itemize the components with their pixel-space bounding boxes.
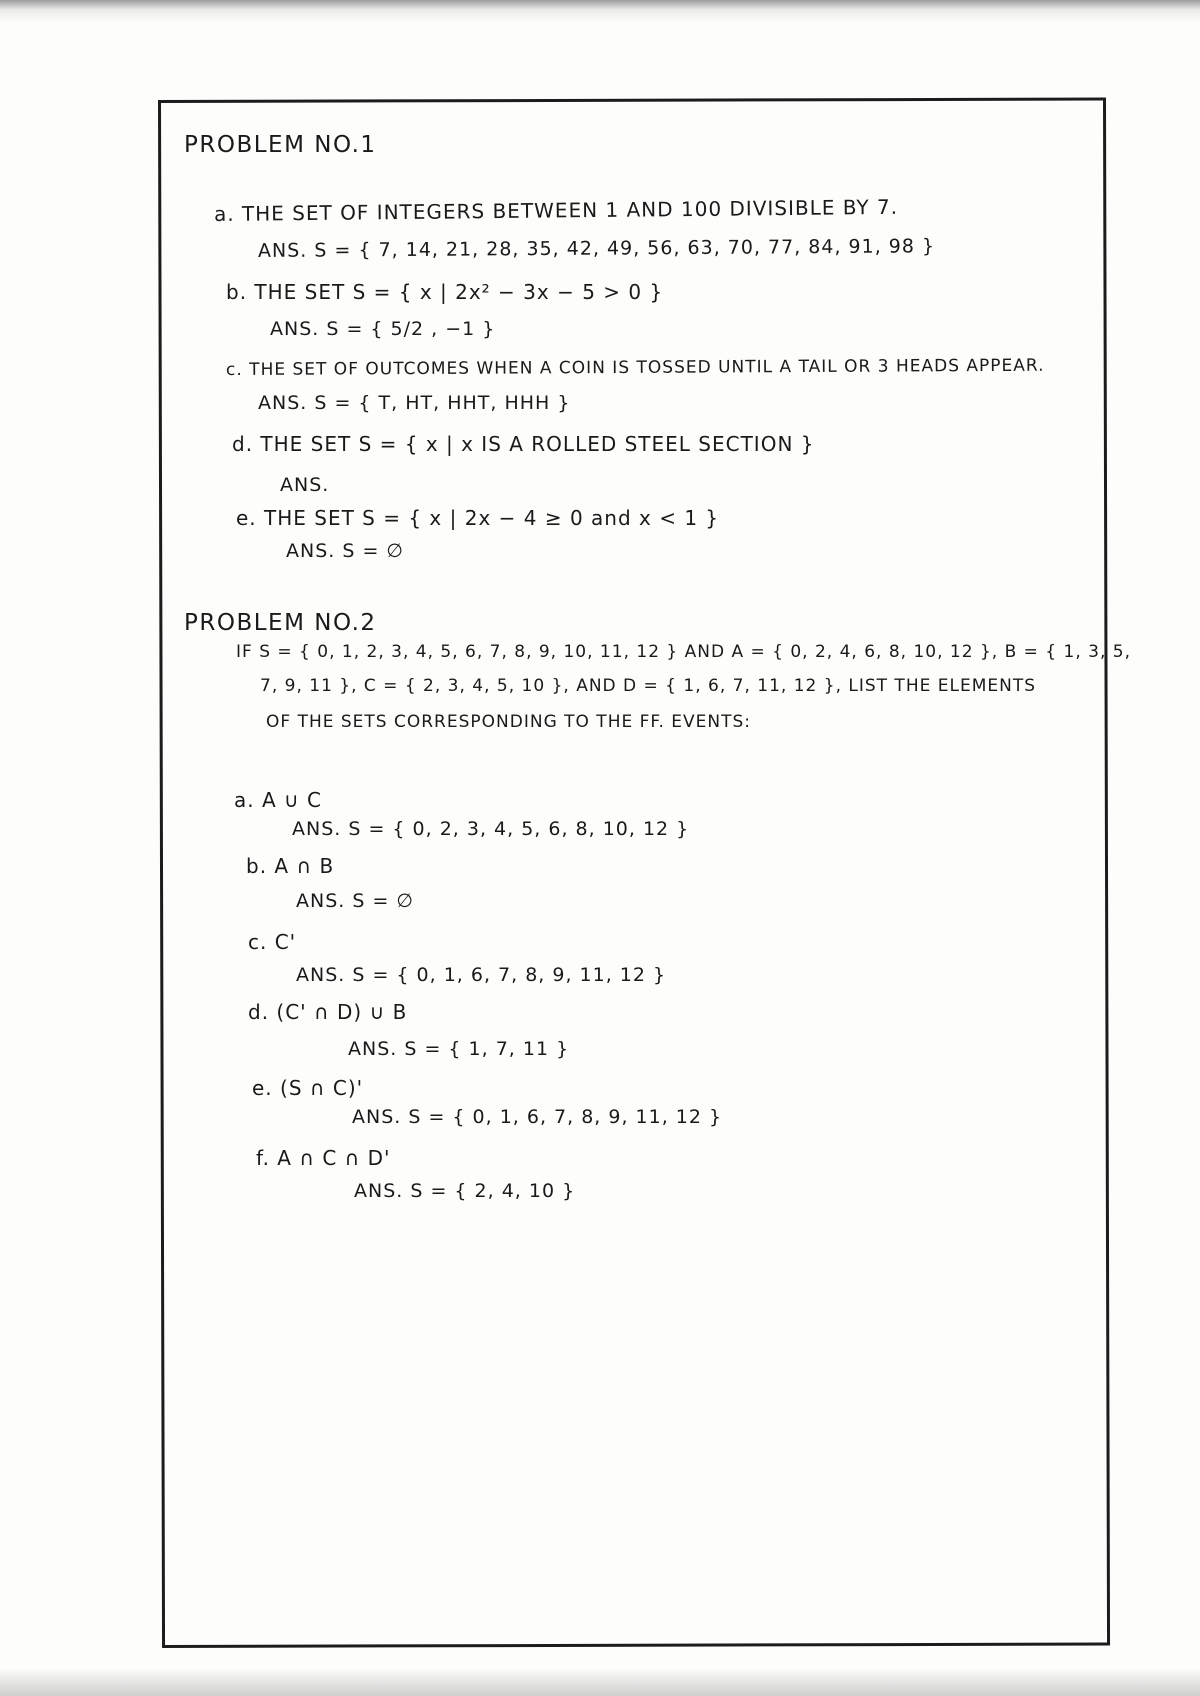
problem-1c-question: c. THE SET OF OUTCOMES WHEN A COIN IS TOSSED UNTIL A TAIL OR 3 HEADS APPEAR. — [225, 355, 1045, 380]
problem-2-intro-line-2: 7, 9, 11 }, C = { 2, 3, 4, 5, 10 }, AND D = { 1, 6, 7, 11, 12 }, LIST THE ELEMENTS — [260, 676, 1037, 696]
problem-2e-answer: ANS. S = { 0, 1, 6, 7, 8, 9, 11, 12 } — [352, 1106, 723, 1128]
problem-2a-answer: ANS. S = { 0, 2, 3, 4, 5, 6, 8, 10, 12 } — [292, 818, 690, 840]
problem-1d-question: d. THE SET S = { x | x IS A ROLLED STEEL SECTION } — [232, 432, 815, 456]
scan-top-edge — [0, 0, 1200, 22]
problem-1e-answer: ANS. S = ∅ — [286, 540, 404, 562]
problem-2a-question: a. A ∪ C — [234, 788, 322, 812]
problem-2-intro-line-3: OF THE SETS CORRESPONDING TO THE FF. EVENTS: — [266, 712, 751, 732]
problem-1a-answer: ANS. S = { 7, 14, 21, 28, 35, 42, 49, 56, 63, 70, 77, 84, 91, 98 } — [257, 235, 936, 262]
problem-2d-answer: ANS. S = { 1, 7, 11 } — [348, 1038, 570, 1060]
problem-1c-answer: ANS. S = { T, HT, HHT, HHH } — [258, 392, 571, 414]
problem-1-title: PROBLEM NO.1 — [184, 132, 377, 158]
problem-2-title: PROBLEM NO.2 — [184, 610, 377, 636]
problem-1d-answer: ANS. — [280, 474, 330, 496]
problem-2f-answer: ANS. S = { 2, 4, 10 } — [354, 1180, 576, 1202]
problem-2-intro-line-1: IF S = { 0, 1, 2, 3, 4, 5, 6, 7, 8, 9, 10, 11, 12 } AND A = { 0, 2, 4, 6, 8, 10, 12 }, B = { 1, 3, 5, — [236, 642, 1131, 662]
problem-1b-question: b. THE SET S = { x | 2x² − 3x − 5 > 0 } — [226, 280, 664, 304]
problem-2d-question: d. (C' ∩ D) ∪ B — [248, 1000, 408, 1024]
problem-1a-question: a. THE SET OF INTEGERS BETWEEN 1 AND 100 DIVISIBLE BY 7. — [213, 194, 899, 226]
problem-2c-question: c. C' — [248, 930, 297, 954]
problem-2c-answer: ANS. S = { 0, 1, 6, 7, 8, 9, 11, 12 } — [296, 964, 667, 986]
problem-1e-question: e. THE SET S = { x | 2x − 4 ≥ 0 and x < 1 } — [236, 506, 720, 530]
problem-2b-question: b. A ∩ B — [246, 854, 335, 878]
problem-1b-answer: ANS. S = { 5/2 , −1 } — [270, 318, 496, 340]
problem-2f-question: f. A ∩ C ∩ D' — [256, 1146, 391, 1170]
problem-2e-question: e. (S ∩ C)' — [252, 1076, 364, 1100]
problem-2b-answer: ANS. S = ∅ — [296, 890, 414, 912]
scan-bottom-edge — [0, 1668, 1200, 1696]
